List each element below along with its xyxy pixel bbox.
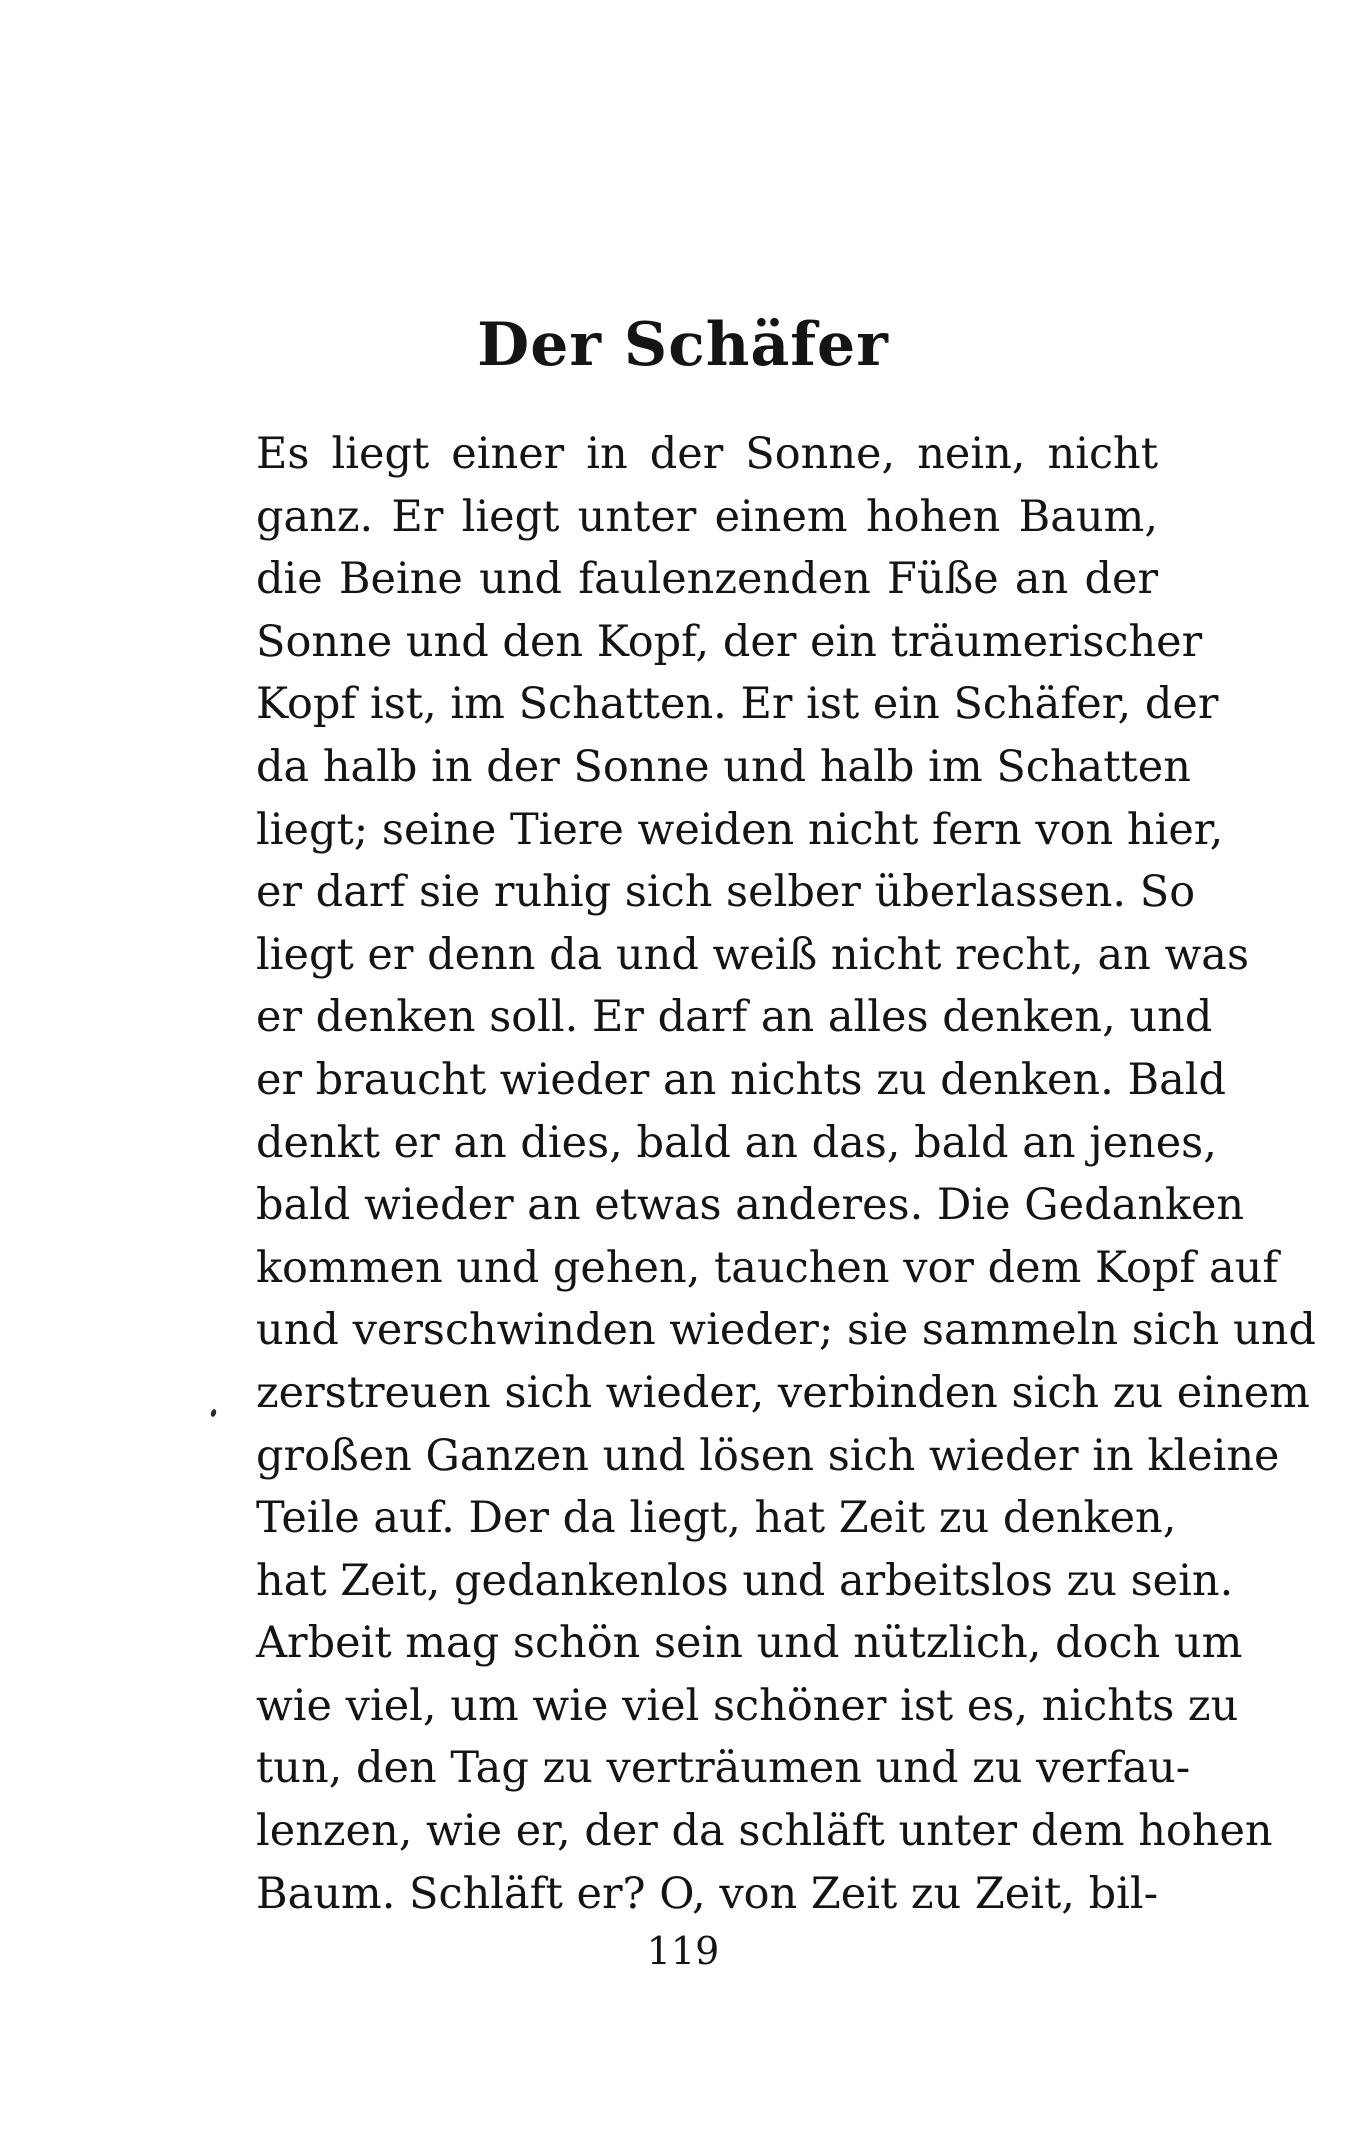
text-line: tun, den Tag zu verträumen und zu verfau- xyxy=(256,1743,1191,1794)
text-line: er braucht wieder an nichts zu denken. Bald xyxy=(256,1054,1226,1105)
text-line: er denken soll. Er darf an alles denken, und xyxy=(256,992,1213,1043)
text-line: er darf sie ruhig sich selber überlassen. So xyxy=(256,867,1196,918)
ink-speck xyxy=(210,1408,217,1417)
text-line: die Beine und faulenzenden Füße an der xyxy=(256,554,1158,605)
text-line: Es liegt einer in der Sonne, nein, nicht xyxy=(256,429,1158,479)
text-line: Kopf ist, im Schatten. Er ist ein Schäfer, der xyxy=(256,679,1219,730)
text-line: denkt er an dies, bald an das, bald an jenes, xyxy=(256,1117,1217,1168)
text-line: zerstreuen sich wieder, verbinden sich zu einem xyxy=(256,1367,1310,1418)
body-text xyxy=(256,423,1316,1925)
text-line: kommen und gehen, tauchen vor dem Kopf auf xyxy=(256,1242,1279,1293)
text-line: und verschwinden wieder; sie sammeln sich und xyxy=(256,1305,1316,1356)
text-line: hat Zeit, gedankenlos und arbeitslos zu sein. xyxy=(256,1555,1234,1606)
text-line: liegt er denn da und weiß nicht recht, an was xyxy=(256,929,1250,980)
text-line: großen Ganzen und lösen sich wieder in kleine xyxy=(256,1430,1280,1481)
text-line: wie viel, um wie viel schöner ist es, nichts zu xyxy=(256,1680,1239,1731)
text-line: da halb in der Sonne und halb im Schatten xyxy=(256,741,1191,792)
text-line: lenzen, wie er, der da schläft unter dem hohen xyxy=(256,1806,1273,1857)
text-line: Teile auf. Der da liegt, hat Zeit zu denken, xyxy=(256,1493,1177,1544)
text-line: Sonne und den Kopf, der ein träumerischer xyxy=(256,616,1203,667)
chapter-title: Der Schäfer xyxy=(477,310,889,380)
text-line: bald wieder an etwas anderes. Die Gedanken xyxy=(256,1180,1245,1231)
text-line: liegt; seine Tiere weiden nicht fern von hier, xyxy=(256,804,1224,855)
text-line: Arbeit mag schön sein und nützlich, doch um xyxy=(256,1618,1243,1669)
text-line: ganz. Er liegt unter einem hohen Baum, xyxy=(256,491,1158,542)
text-line: Baum. Schläft er? O, von Zeit zu Zeit, bil- xyxy=(256,1868,1159,1919)
page-number: 119 xyxy=(646,1929,720,1973)
